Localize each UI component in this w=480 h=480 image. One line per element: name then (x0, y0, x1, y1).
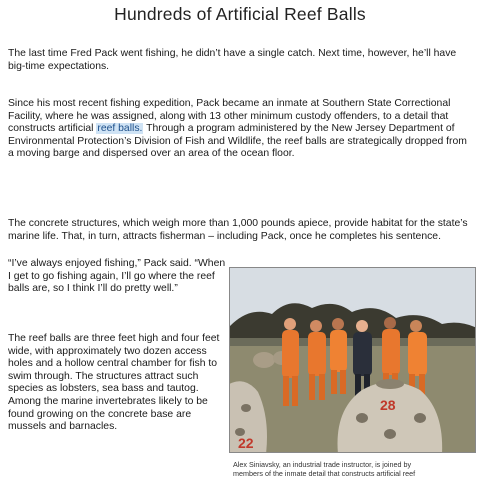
paragraph-program (8, 98, 474, 161)
paragraph-program-text-a: Since his most recent fishing expedition, Pack became an inmate at Southern State Correctional Facility, where he was assigned, along with 13 other minimum custody offenders, to a detail that constructs artificial (8, 98, 451, 135)
paragraph-intro: The last time Fred Pack went fishing, he didn’t have a single catch. Next time, however, he’ll have big-time expectations. (8, 48, 457, 72)
article-title: Hundreds of Artificial Reef Balls (114, 4, 366, 24)
photo-caption (233, 460, 479, 478)
reef-ball-marking-right: 28 (380, 397, 396, 413)
photo-background-reef-ball (253, 352, 275, 368)
photo-caption-line-1: Alex Siniavsky, an industrial trade instructor, is joined by (233, 460, 412, 469)
inmate-detail-photo (229, 267, 476, 453)
paragraph-quote: “I’ve always enjoyed fishing,” Pack said. “When I get to go fishing again, I’ll go where the reef balls are, so I think I’ll do pretty well.” (8, 258, 226, 295)
paragraph-program-text-b: Through a program administered by the New Jersey Department of Environmental Protection’s Division of Fish and Wildlife, the reef balls are strategically dropped from a moving barge and dispersed over an area of the ocean floor. (8, 123, 467, 160)
paragraph-reef-ball-description: The reef balls are three feet high and four feet wide, with approximately two dozen access holes and a hollow central chamber for fish to swim through. The structures attract such species as lobsters, sea bass and tautog. Among the marine invertebrates likely to be found growing on the concrete base are mussels and barnacles. (8, 333, 220, 433)
paragraph-habitat: The concrete structures, which weigh more than 1,000 pounds apiece, provide habitat for the state’s marine life. That, in turn, attracts fisherman – including Pack, once he completes his sentence. (8, 218, 468, 242)
reef-ball-marking-left: 22 (238, 435, 254, 451)
photo-caption-line-2: members of the inmate detail that constructs artificial reef (233, 469, 416, 478)
highlighted-reef-balls: reef balls. (97, 123, 143, 135)
photo-illustration (230, 268, 476, 453)
